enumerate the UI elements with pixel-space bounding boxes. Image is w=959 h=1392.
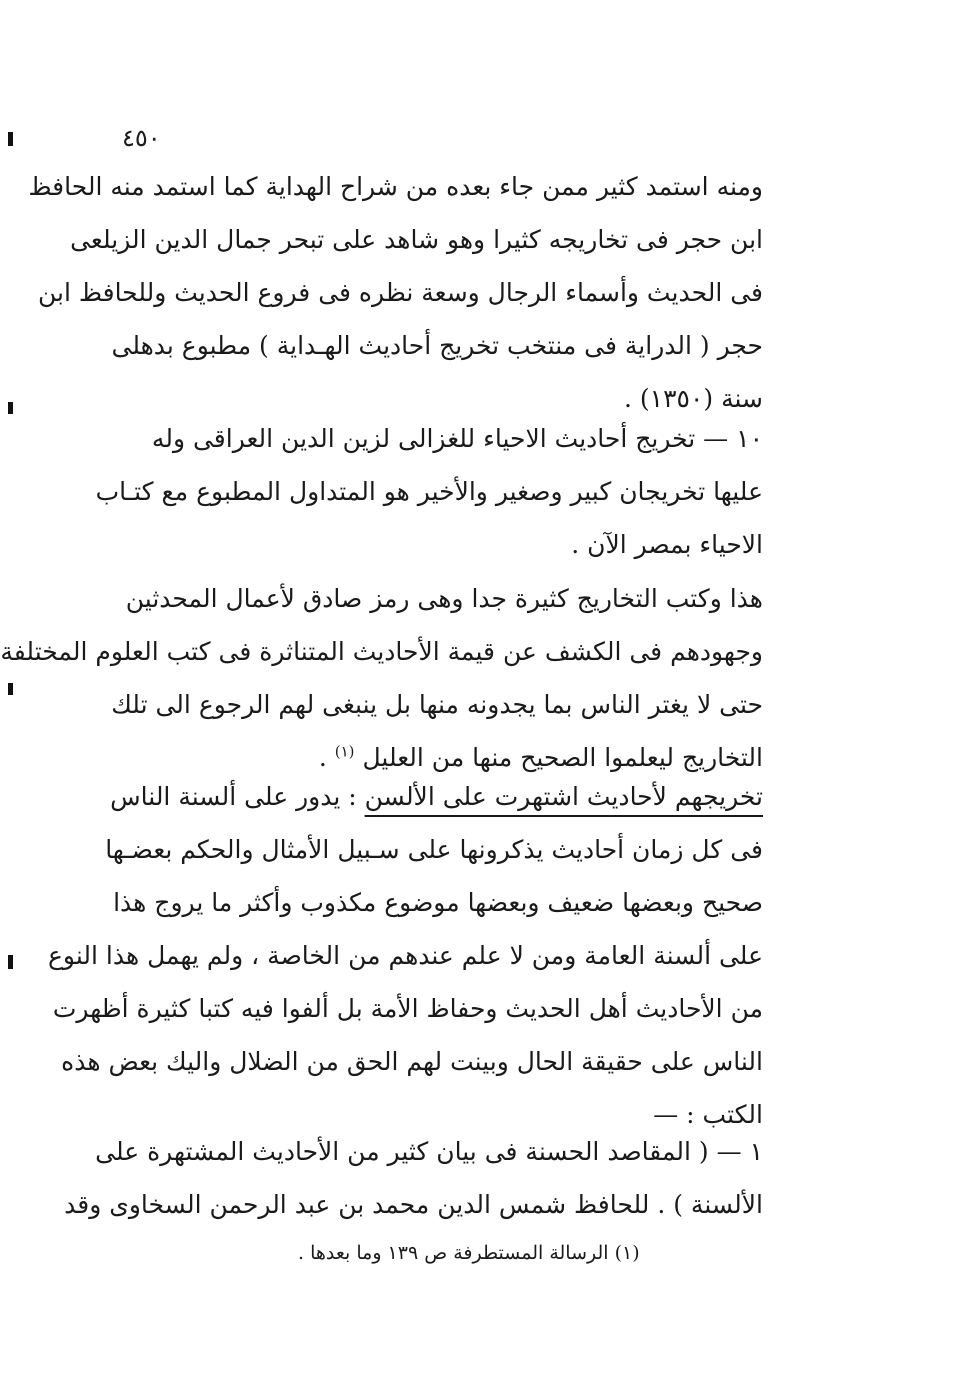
page-number: ٤٥٠ [122, 124, 161, 152]
text-line: حجر ( الدراية فى منتخب تخريج أحاديث الهـداية ) مطبوع بدهلى [111, 331, 763, 360]
text-line: فى الحديث وأسماء الرجال وسعة نظره فى فروع الحديث وللحافظ ابن [38, 278, 763, 307]
text-line: الناس على حقيقة الحال وبينت لهم الحق من الضلال واليك بعض هذه [61, 1047, 763, 1076]
text-line: من الأحاديث أهل الحديث وحفاظ الأمة بل ألفوا فيه كتبا كثيرة أظهرت [52, 994, 763, 1023]
text-line: على ألسنة العامة ومن لا علم عندهم من الخاصة ، ولم يهمل هذا النوع [47, 941, 763, 970]
scan-edge-mark [8, 683, 13, 695]
section-heading: تخريجهم لأحاديث اشتهرت على الألسن [364, 782, 763, 811]
paragraph-takhrij-books [0, 572, 763, 784]
text-run: : يدور على ألسنة الناس [110, 782, 365, 811]
text-line: سنة (١٣٥٠) . [624, 384, 763, 413]
paragraph-maqasid [64, 1125, 763, 1231]
text-line: عليها تخريجان كبير وصغير والأخير هو المتداول المطبوع مع كتـاب [95, 477, 763, 506]
text-line: ابن حجر فى تخاريجه كثيرا وهو شاهد على تبحر جمال الدين الزيلعى [70, 225, 763, 254]
text-line: ومنه استمد كثير ممن جاء بعده من شراح الهداية كما استمد منه الحافظ [28, 172, 763, 201]
text-line: هذا وكتب التخاريج كثيرة جدا وهى رمز صادق لأعمال المحدثين [125, 584, 763, 613]
text-run: . [318, 743, 335, 772]
paragraph-ihya-takhrij [95, 412, 763, 571]
paragraph-popular-hadith [47, 770, 763, 1141]
text-line: حتى لا يغتر الناس بما يجدونه منها بل ينبغى لهم الرجوع الى تلك [111, 690, 763, 719]
text-run: التخاريج ليعلموا الصحيح منها من العليل [362, 743, 763, 772]
footnote-reference: (١) [334, 742, 355, 761]
text-line: ١٠ — تخريج أحاديث الاحياء للغزالى لزين الدين العراقى وله [151, 424, 763, 453]
text-line: الألسنة ) . للحافظ شمس الدين محمد بن عبد الرحمن السخاوى وقد [64, 1190, 763, 1219]
text-line: الكتب : — [653, 1100, 763, 1129]
scan-edge-mark [8, 402, 13, 414]
text-line: الاحياء بمصر الآن . [571, 530, 763, 559]
scan-edge-mark [8, 132, 13, 146]
text-line: وجهودهم فى الكشف عن قيمة الأحاديث المتناثرة فى كتب العلوم المختلفة [0, 637, 763, 666]
scan-edge-mark [8, 955, 13, 969]
section-heading-line [110, 770, 763, 823]
paragraph-zaylai [28, 160, 763, 425]
text-line: ١ — ( المقاصد الحسنة فى بيان كثير من الأحاديث المشتهرة على [95, 1137, 763, 1166]
text-line: صحيح وبعضها ضعيف وبعضها موضوع مكذوب وأكثر ما يروج هذا [113, 888, 763, 917]
text-line: فى كل زمان أحاديث يذكرونها على سـبيل الأمثال والحكم بعضـها [105, 835, 763, 864]
footnote: (١) الرسالة المستطرفة ص ١٣٩ وما بعدها . [298, 1242, 640, 1264]
